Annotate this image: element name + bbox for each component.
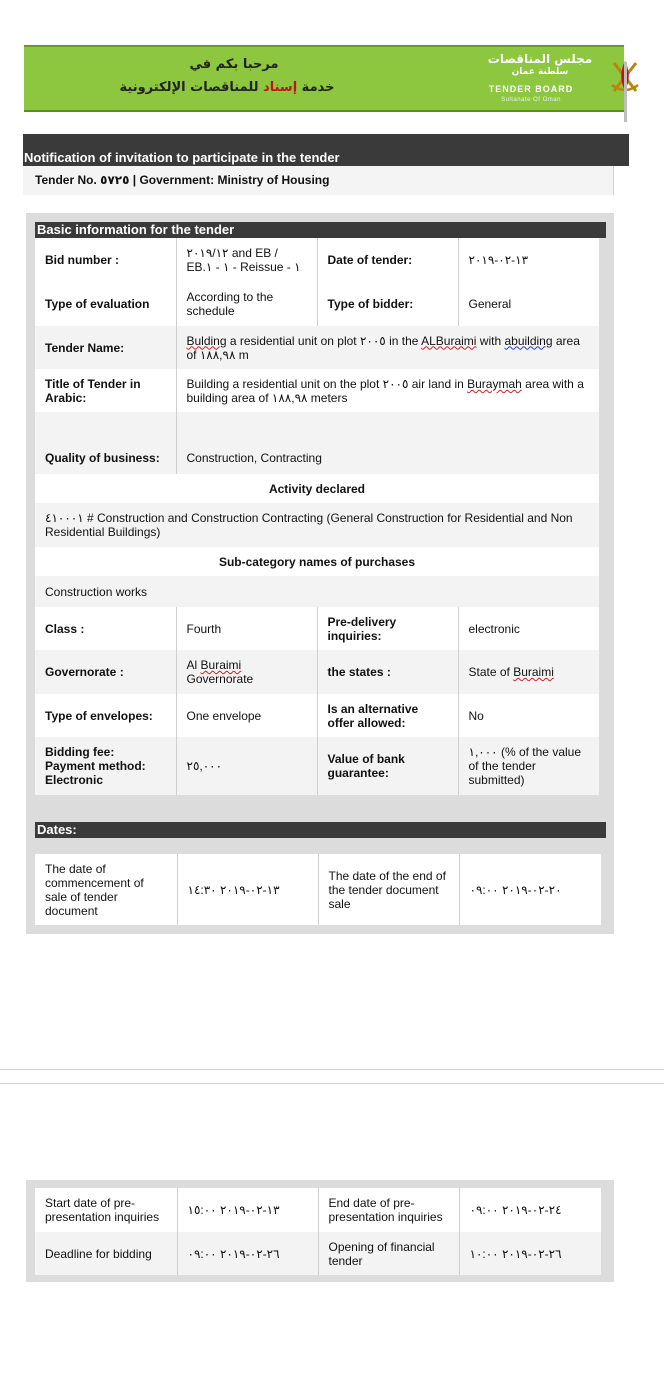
table-row bbox=[35, 650, 599, 694]
activity-value: ٤١٠٠٠١ # Construction and Construction Contracting (General Construction for Residential and Non Residential Buildings) bbox=[35, 503, 599, 547]
table-row bbox=[35, 737, 599, 795]
governorate-value bbox=[176, 650, 317, 694]
bidder-value: General bbox=[458, 282, 599, 326]
sale-end-value: ٢٠-٠٢-٢٠١٩ ٠٩:٠٠ bbox=[459, 854, 601, 925]
gov-word: Buraimi bbox=[200, 658, 242, 672]
name-text: with bbox=[476, 333, 505, 348]
arabic-word: Buraymah bbox=[467, 377, 522, 391]
inquiries-end-label: End date of pre-presentation inquiries bbox=[318, 1188, 459, 1232]
arabic-text: Building a residential unit on the plot ٢٠٠٥ air land in bbox=[186, 377, 468, 391]
service-post: للمناقصات الإلكترونية bbox=[119, 80, 264, 95]
alternative-label: Is an alternative offer allowed: bbox=[317, 694, 458, 737]
evaluation-label: Type of evaluation bbox=[35, 282, 176, 326]
date-value: ١٣-٠٢-٢٠١٩ bbox=[458, 238, 599, 282]
alternative-value: No bbox=[458, 694, 599, 737]
banner-shadow bbox=[624, 62, 627, 122]
bidding-fee-label bbox=[35, 737, 176, 795]
bidder-label: Type of bidder: bbox=[317, 282, 458, 326]
bid-number-value: ٢٠١٩/١٢ and EB / EB.١ - ١ - Reissue - ١ bbox=[176, 238, 317, 282]
name-text: a residential unit on plot ٢٠٠٥ in the bbox=[226, 333, 422, 348]
arabic-title-value bbox=[176, 369, 599, 412]
welcome-text: مرحبا بكم في bbox=[189, 57, 279, 72]
states-word: Buraimi bbox=[513, 665, 554, 679]
activity-heading: Activity declared bbox=[35, 474, 599, 503]
states-text: State of bbox=[468, 665, 514, 679]
service-highlight: إسناد bbox=[263, 80, 298, 95]
name-word: abuilding bbox=[504, 333, 553, 348]
table-row bbox=[35, 412, 599, 474]
predelivery-value: electronic bbox=[458, 607, 599, 650]
basic-info-table bbox=[35, 238, 599, 795]
table-row bbox=[35, 607, 599, 650]
financial-opening-label: Opening of financial tender bbox=[318, 1232, 459, 1275]
dates-panel-continued bbox=[26, 1180, 614, 1282]
arabic-text: area with a building area of ١٨٨,٩٨ meters bbox=[186, 377, 584, 405]
inquiries-start-value: ١٣-٠٢-٢٠١٩ ١٥:٠٠ bbox=[177, 1188, 318, 1232]
table-row bbox=[35, 503, 599, 547]
bidding-fee-value: ٢٥,٠٠٠ bbox=[176, 737, 317, 795]
table-row bbox=[35, 369, 599, 412]
dates-heading: Dates: bbox=[35, 822, 606, 838]
name-word: Bulding bbox=[186, 333, 227, 348]
business-label: Quality of business: bbox=[35, 412, 176, 474]
tender-number-line: Tender No. ٥٧٢٥ | Government: Ministry of Housing bbox=[23, 166, 614, 195]
basic-info-heading: Basic information for the tender bbox=[35, 222, 606, 238]
tender-name-value bbox=[176, 326, 599, 369]
deadline-value: ٢٦-٠٢-٢٠١٩ ٠٩:٠٠ bbox=[177, 1232, 318, 1275]
service-name bbox=[102, 80, 352, 95]
dates-table-top bbox=[35, 854, 601, 925]
basic-info-panel bbox=[26, 213, 614, 934]
deadline-label: Deadline for bidding bbox=[35, 1232, 177, 1275]
table-row bbox=[35, 694, 599, 737]
sale-end-label: The date of the end of the tender document sale bbox=[318, 854, 459, 925]
sale-start-label: The date of commencement of sale of tender document bbox=[35, 854, 177, 925]
tender-name-label: Tender Name: bbox=[35, 326, 176, 369]
org-name-english: TENDER BOARD bbox=[488, 84, 574, 94]
date-label: Date of tender: bbox=[317, 238, 458, 282]
org-ar-line2: سلطنة عمان bbox=[511, 67, 569, 77]
org-ar-line1: مجلس المناقصات bbox=[487, 52, 593, 66]
page-divider bbox=[0, 1069, 664, 1070]
dates-table-bottom bbox=[35, 1188, 601, 1275]
financial-opening-value: ٢٦-٠٢-٢٠١٩ ١٠:٠٠ bbox=[459, 1232, 601, 1275]
header-banner bbox=[24, 45, 624, 112]
bid-number-label: Bid number : bbox=[35, 238, 176, 282]
name-word: ALBuraimi bbox=[421, 333, 477, 348]
gov-text: Al bbox=[186, 658, 201, 672]
table-row bbox=[35, 854, 601, 925]
envelopes-label: Type of envelopes: bbox=[35, 694, 176, 737]
table-row bbox=[35, 576, 599, 607]
notification-title: Notification of invitation to participate in the tender bbox=[24, 150, 340, 165]
inquiries-start-label: Start date of pre-presentation inquiries bbox=[35, 1188, 177, 1232]
evaluation-value: According to the schedule bbox=[176, 282, 317, 326]
page-divider bbox=[0, 1083, 664, 1084]
states-label: the states : bbox=[317, 650, 458, 694]
fee-label-line: Electronic bbox=[45, 773, 104, 787]
name-text: area of ١٨٨,٩٨ m bbox=[186, 333, 580, 362]
class-value: Fourth bbox=[176, 607, 317, 650]
subcategory-heading: Sub-category names of purchases bbox=[35, 547, 599, 576]
fee-label-line: Payment method: bbox=[45, 759, 146, 773]
guarantee-value: ١,٠٠٠ (% of the value of the tender submitted) bbox=[458, 737, 599, 795]
guarantee-label: Value of bank guarantee: bbox=[317, 737, 458, 795]
fee-label-line: Bidding fee: bbox=[45, 745, 115, 759]
table-row bbox=[35, 474, 599, 503]
business-value: Construction, Contracting bbox=[176, 412, 599, 474]
service-pre: خدمة bbox=[297, 80, 335, 95]
table-row bbox=[35, 326, 599, 369]
states-value bbox=[458, 650, 599, 694]
envelopes-value: One envelope bbox=[176, 694, 317, 737]
subcategory-value: Construction works bbox=[35, 576, 599, 607]
notification-bar bbox=[23, 134, 629, 166]
org-name-arabic bbox=[470, 53, 610, 79]
table-row bbox=[35, 547, 599, 576]
table-row bbox=[35, 238, 599, 282]
inquiries-end-value: ٢٤-٠٢-٢٠١٩ ٠٩:٠٠ bbox=[459, 1188, 601, 1232]
predelivery-label: Pre-delivery inquiries: bbox=[317, 607, 458, 650]
class-label: Class : bbox=[35, 607, 176, 650]
table-row bbox=[35, 282, 599, 326]
table-row bbox=[35, 1188, 601, 1232]
arabic-title-label: Title of Tender in Arabic: bbox=[35, 369, 176, 412]
governorate-label: Governorate : bbox=[35, 650, 176, 694]
table-row bbox=[35, 1232, 601, 1275]
sale-start-value: ١٣-٠٢-٢٠١٩ ١٤:٣٠ bbox=[177, 854, 318, 925]
gov-text: Governorate bbox=[186, 672, 254, 686]
org-subtitle: Sultanate Of Oman bbox=[501, 97, 561, 103]
